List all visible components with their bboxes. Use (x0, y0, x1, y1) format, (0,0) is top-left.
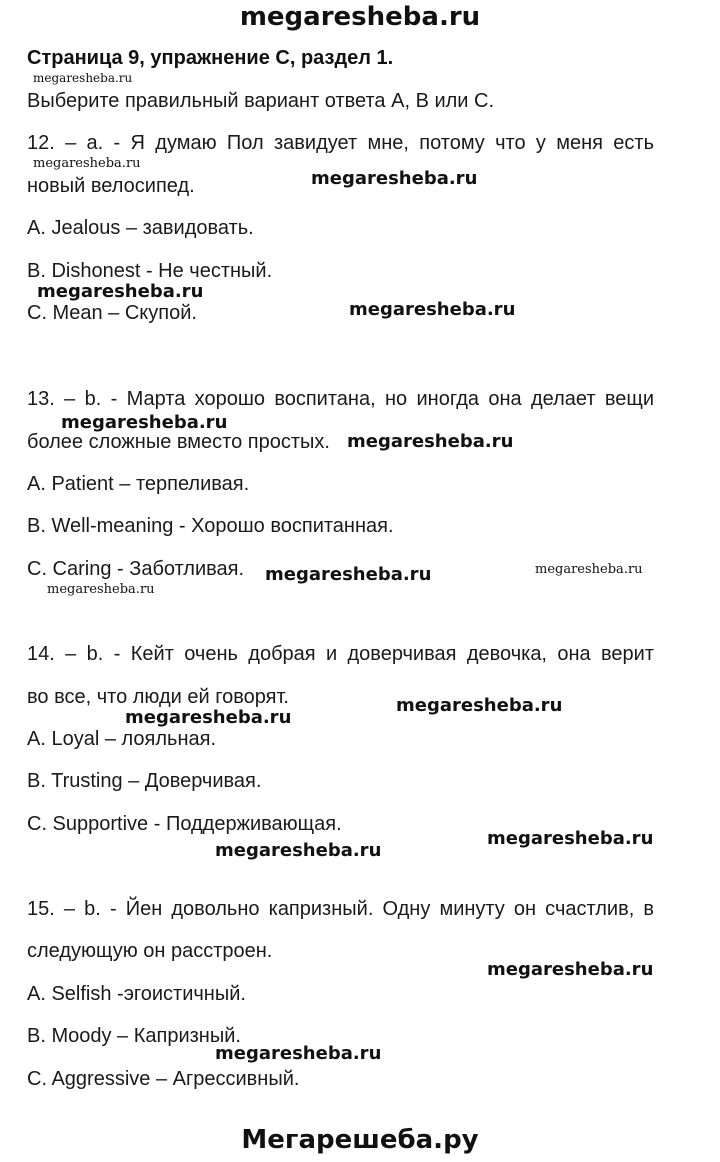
watermark-small: megaresheba.ru (33, 71, 133, 85)
site-header: megaresheba.ru (239, 2, 481, 32)
watermark-bold: megaresheba.ru (61, 412, 228, 433)
question-15-line-1: 15. – b. - Йен довольно капризный. Одну минуту он счастлив, в (27, 898, 654, 920)
question-13-line-1: 13. – b. - Марта хорошо воспитана, но иногда она делает вещи (27, 388, 654, 410)
watermark-bold: megaresheba.ru (396, 695, 563, 716)
watermark-small: megaresheba.ru (47, 582, 155, 597)
question-14-option-b: B. Trusting – Доверчивая. (27, 770, 262, 792)
watermark-bold: megaresheba.ru (311, 168, 478, 189)
question-12-line-2: новый велосипед. (27, 175, 195, 197)
watermark-bold: megaresheba.ru (347, 431, 514, 452)
question-13-line-2: более сложные вместо простых. (27, 431, 330, 453)
watermark-bold: megaresheba.ru (487, 959, 654, 980)
watermark-bold: megaresheba.ru (215, 840, 382, 861)
watermark-small: megaresheba.ru (33, 156, 141, 171)
watermark-bold: megaresheba.ru (265, 564, 432, 585)
instruction-text: Выберите правильный вариант ответа A, B или C. (27, 90, 495, 112)
question-15-option-b: B. Moody – Капризный. (27, 1025, 241, 1047)
site-footer: Мегарешеба.ру (241, 1125, 479, 1155)
watermark-bold: megaresheba.ru (487, 828, 654, 849)
question-15-option-c: C. Aggressive – Агрессивный. (27, 1068, 300, 1090)
question-13-option-c: C. Caring - Заботливая. (27, 558, 245, 580)
watermark-bold: megaresheba.ru (349, 299, 516, 320)
question-12-option-b: B. Dishonest - Не честный. (27, 260, 273, 282)
question-15-line-2: следующую он расстроен. (27, 940, 273, 962)
watermark-bold: megaresheba.ru (215, 1043, 382, 1064)
question-14-option-c: C. Supportive - Поддерживающая. (27, 813, 342, 835)
question-13-option-a: A. Patient – терпеливая. (27, 473, 250, 495)
question-14-line-2: во все, что люди ей говорят. (27, 686, 289, 708)
page-heading: Страница 9, упражнение C, раздел 1. (27, 47, 394, 69)
question-14-line-1: 14. – b. - Кейт очень добрая и доверчивая девочка, она верит (27, 643, 654, 665)
watermark-small: megaresheba.ru (535, 562, 643, 577)
question-13-option-b: B. Well-meaning - Хорошо воспитанная. (27, 515, 394, 537)
question-14-option-a: A. Loyal – лояльная. (27, 728, 216, 750)
watermark-bold: megaresheba.ru (37, 281, 204, 302)
question-12-line-1: 12. – a. - Я думаю Пол завидует мне, потому что у меня есть (27, 132, 654, 154)
question-15-option-a: A. Selfish -эгоистичный. (27, 983, 246, 1005)
question-12-option-a: A. Jealous – завидовать. (27, 217, 254, 239)
watermark-bold: megaresheba.ru (125, 707, 292, 728)
question-12-option-c: C. Mean – Скупой. (27, 302, 197, 324)
